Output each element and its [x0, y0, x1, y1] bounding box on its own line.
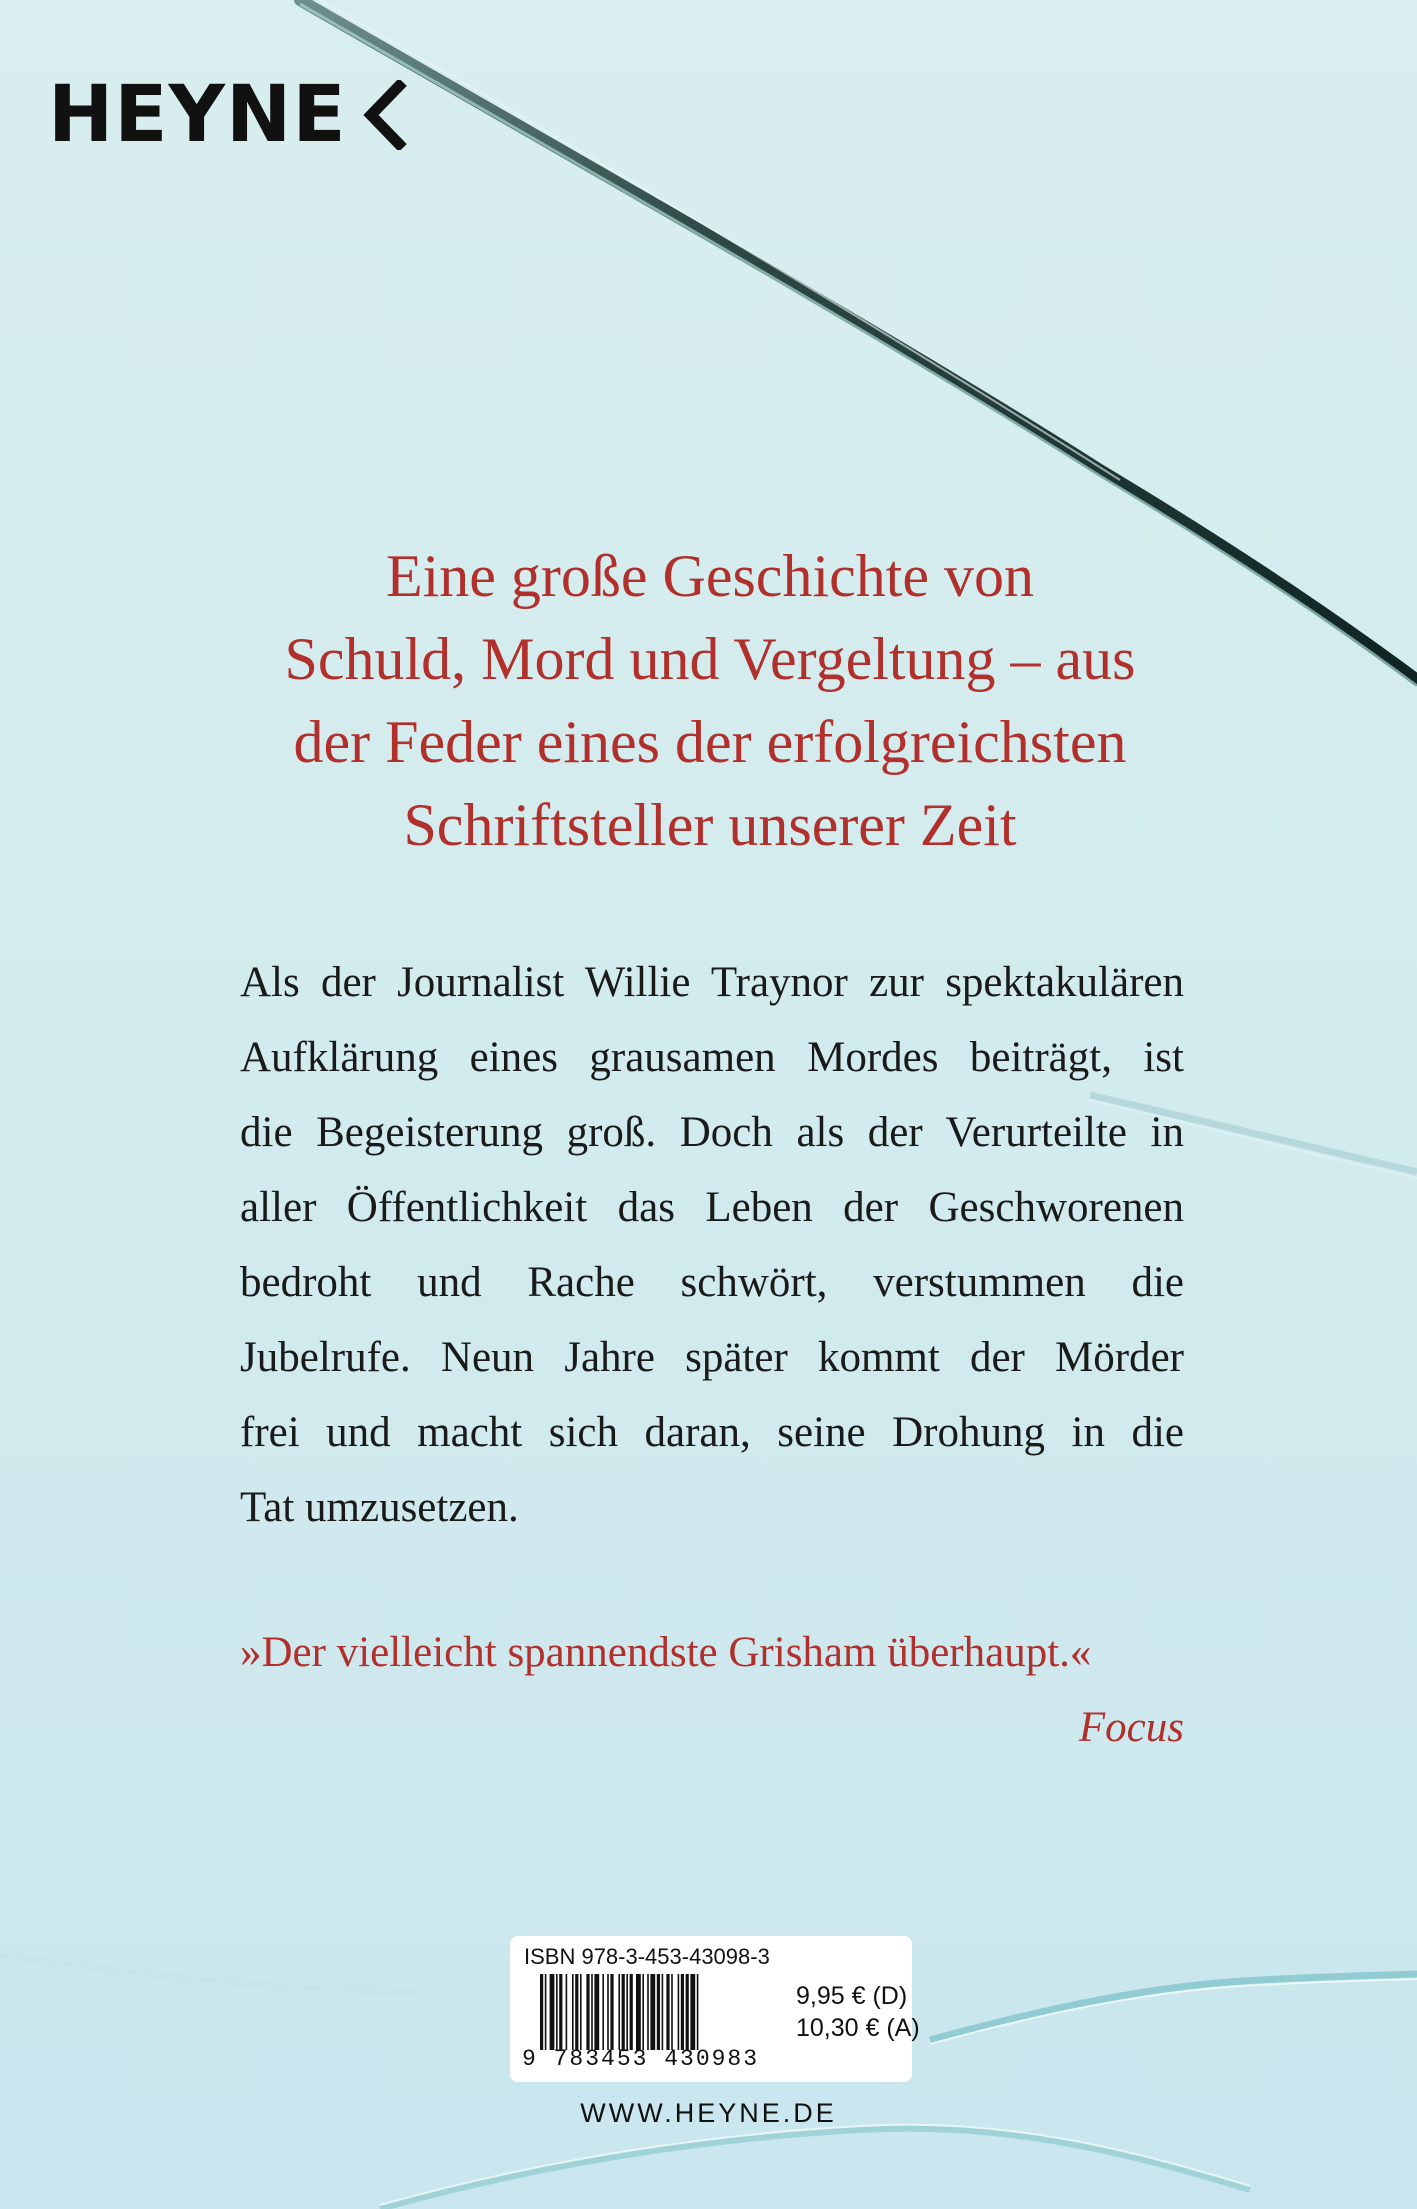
barcode-digits: 9 783453 430983 [522, 2046, 760, 2072]
blurb-line: bedroht und Rache schwört, verstummen die [240, 1259, 1184, 1306]
publisher-website: WWW.HEYNE.DE [580, 2098, 837, 2128]
headline-line: Schriftsteller unserer Zeit [403, 792, 1017, 858]
blurb-line: die Begeisterung groß. Doch als der Verurteilte in [240, 1109, 1184, 1156]
barcode-label [510, 1936, 920, 2082]
isbn-text: ISBN 978-3-453-43098-3 [524, 1944, 770, 1969]
blurb-line: frei und macht sich daran, seine Drohung in die [240, 1409, 1184, 1456]
review-quote-source: Focus [1078, 1704, 1184, 1751]
blurb-line: Als der Journalist Willie Traynor zur spektakulären [240, 959, 1184, 1006]
blurb-paragraph [240, 945, 1184, 1545]
blurb-line: Tat umzusetzen. [240, 1484, 519, 1531]
blurb-line: Jubelrufe. Neun Jahre später kommt der Mörder [240, 1334, 1184, 1381]
barcode-icon [540, 1974, 782, 2050]
publisher-logo-text: HEYNE [48, 70, 347, 160]
headline-line: Eine große Geschichte von [385, 543, 1035, 609]
price-germany: 9,95 € (D) [796, 1982, 908, 2010]
blurb-line: aller Öffentlichkeit das Leben der Geschworenen [240, 1184, 1184, 1231]
publisher-logo [48, 70, 407, 160]
headline-line: Schuld, Mord und Vergeltung – aus [284, 626, 1136, 692]
review-quote-text: »Der vielleicht spannendste Grisham überhaupt.« [240, 1629, 1092, 1676]
chevron-left-icon [361, 80, 407, 150]
review-quote [240, 1615, 1184, 1765]
headline [160, 535, 1260, 867]
blurb-line: Aufklärung eines grausamen Mordes beiträgt, ist [240, 1034, 1184, 1081]
price-austria: 10,30 € (A) [796, 2014, 920, 2042]
headline-line: der Feder eines der erfolgreichsten [293, 709, 1127, 775]
